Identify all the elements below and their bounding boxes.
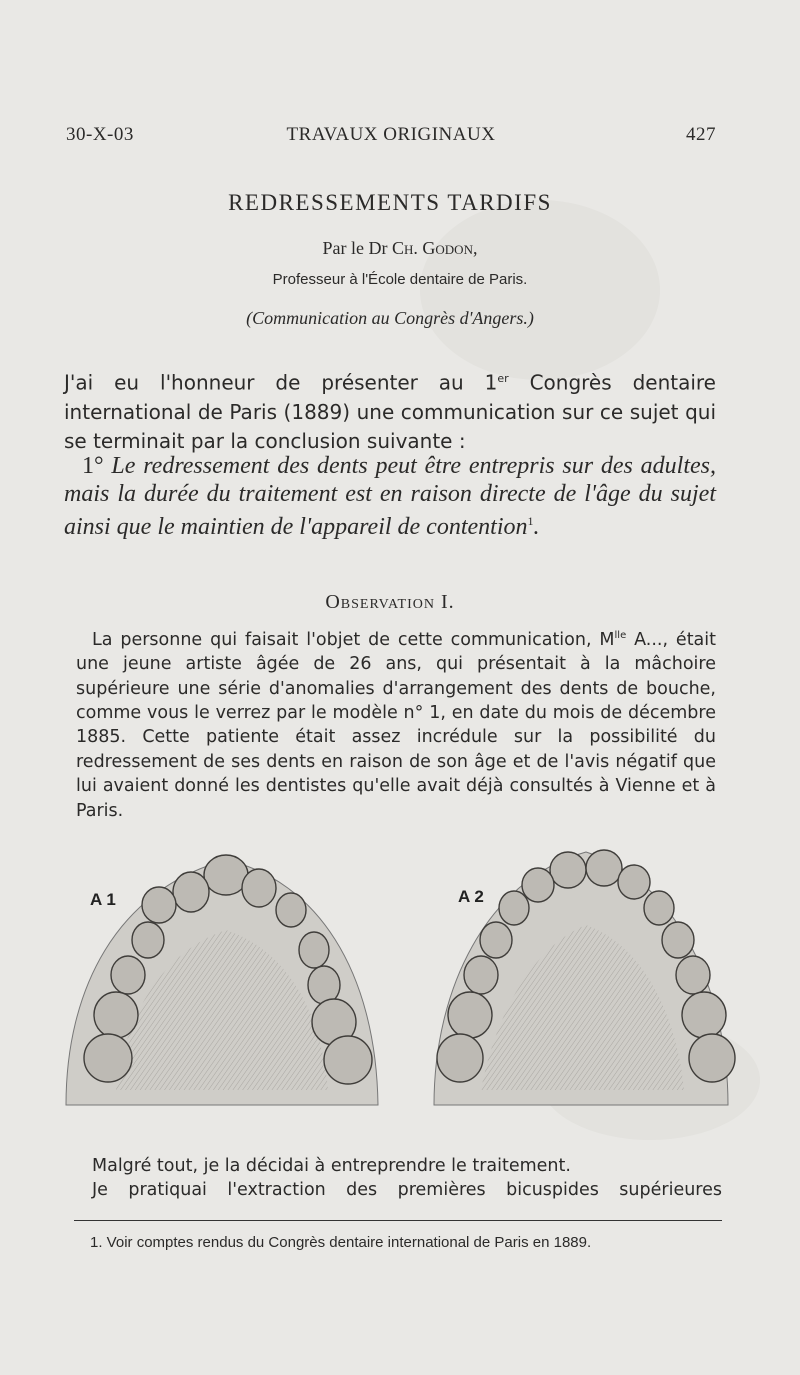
footnote-rule bbox=[74, 1220, 722, 1221]
article-title: REDRESSEMENTS TARDIFS bbox=[228, 190, 552, 215]
observation-text-start: La personne qui faisait l'objet de cette communication, M bbox=[92, 629, 615, 650]
continuation-paragraph bbox=[92, 1154, 722, 1203]
intro-text-end: Congrès dentaire international de Paris (1889) une communication sur ce sujet qui se terminait par la conclusion suivante : bbox=[64, 370, 716, 453]
conclusion-paragraph bbox=[64, 453, 716, 542]
continuation-line-1: Malgré tout, je la décidai à entreprendre le traitement. bbox=[92, 1156, 571, 1176]
running-header bbox=[66, 124, 716, 154]
continuation-line-2: Je pratiquai l'extraction des premières bicuspides supérieures bbox=[92, 1180, 722, 1201]
conclusion-end: . bbox=[533, 514, 540, 540]
dental-cast-figure bbox=[56, 840, 746, 1130]
label-a2: A 2 bbox=[458, 887, 484, 906]
header-section: TRAVAUX ORIGINAUX bbox=[286, 124, 496, 145]
footnote-marker: 1 bbox=[527, 514, 534, 528]
observation-text-end: A..., était une jeune artiste âgée de 26 ans, qui présentait à la mâchoire supérieure une série d'anomalies d'arrangement des dents de bouche, comme vous le verrez par le modèle n° 1, en date du mois de décembre 1885. Cette patiente était assez incrédule sur la possibilité du redressement de ses dents en raison de son âge et de l'avis négatif que lui avaient donné les dentistes qu'elle avait déjà consultés à Vienne et à Paris. bbox=[76, 629, 716, 821]
arch-a1 bbox=[66, 855, 378, 1105]
author-affiliation: Professeur à l'École dentaire de Paris. bbox=[272, 271, 528, 288]
label-a1: A 1 bbox=[90, 890, 116, 909]
communication-note: (Communication au Congrès d'Angers.) bbox=[246, 308, 534, 328]
intro-superscript: er bbox=[497, 372, 509, 385]
byline bbox=[0, 238, 800, 259]
conclusion-text: Le redressement des dents peut être entrepris sur des adultes, mais la durée du traitement est en raison directe de l'âge du sujet ainsi que le maintien de l'appareil de contention bbox=[64, 453, 717, 540]
footnote: 1. Voir comptes rendus du Congrès dentaire international de Paris en 1889. bbox=[90, 1234, 592, 1251]
header-date: 30-X-03 bbox=[66, 124, 134, 145]
observation-superscript: lle bbox=[614, 630, 627, 641]
page-number: 427 bbox=[686, 124, 716, 145]
intro-paragraph bbox=[64, 364, 716, 456]
arch-a2 bbox=[434, 850, 735, 1105]
dental-arch-illustrations bbox=[56, 840, 746, 1130]
observation-paragraph bbox=[76, 624, 716, 823]
byline-prefix: Par le Dr bbox=[322, 238, 388, 258]
observation-heading: Observation I. bbox=[325, 591, 455, 613]
intro-text-start: J'ai eu l'honneur de présenter au 1 bbox=[64, 370, 498, 395]
conclusion-number: 1° bbox=[82, 453, 104, 479]
author-name: Ch. Godon, bbox=[392, 238, 478, 258]
